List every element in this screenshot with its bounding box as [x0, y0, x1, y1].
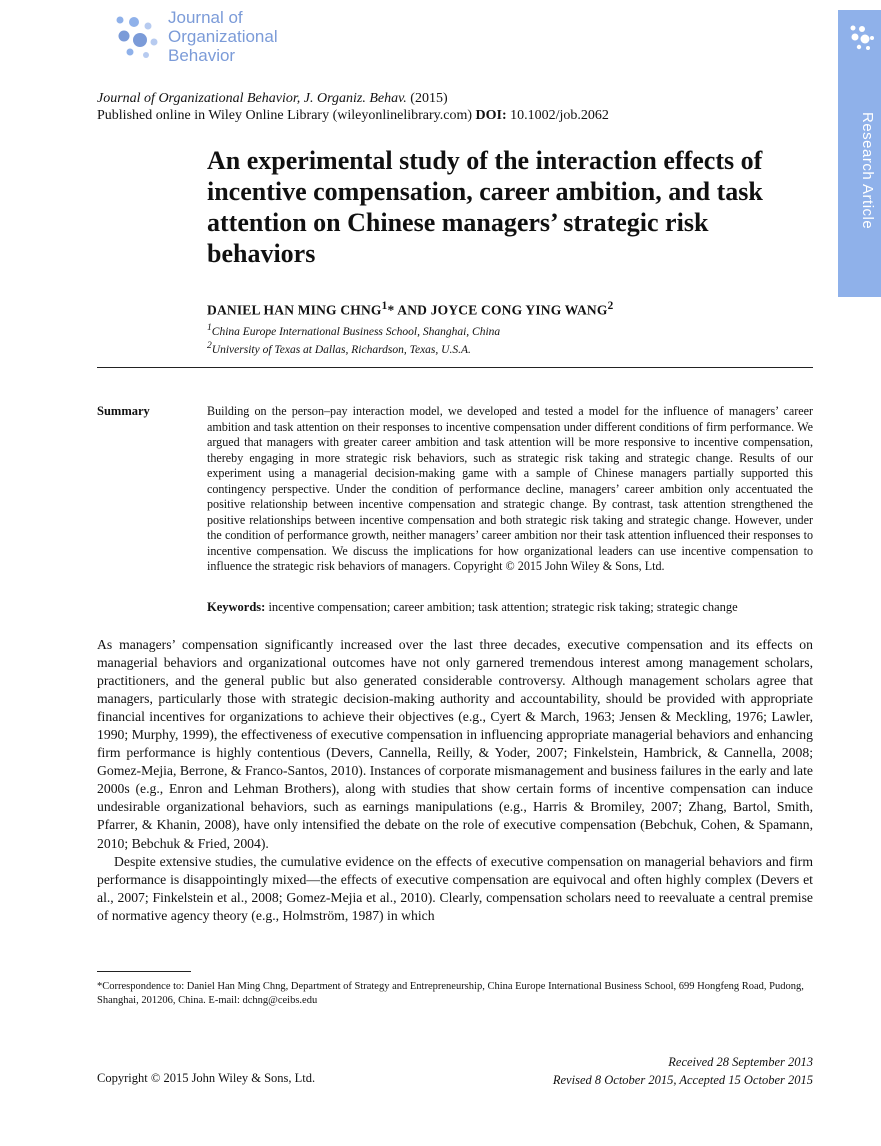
author-1: DANIEL HAN MING CHNG: [207, 302, 382, 318]
received-date: Received 28 September 2013: [668, 1055, 813, 1069]
affiliation-2-sup: 2: [207, 339, 212, 351]
logo-line-2: Organizational: [168, 27, 278, 46]
body-paragraph-1: As managers’ compensation significantly increased over the last three decades, executive compensation and its effects on managerial behaviors and organizational outcomes have not only garnered tremendous interest among management scholars, practitioners, and the general public but also generated considerable controversy. Although management scholars agree that managers, particularly those with strategic decision-making authority and accountability, should be provided with appropriate financial incentives for organizations to achieve their objectives (e.g., Cyert & March, 1963; Jensen & Meckling, 1976; Lawler, 1990; Murphy, 1999), the effectiveness of executive compensation in influencing appropriate managerial behaviors and enhancing firm performance is highly contentious (Devers, Cannella, Reilly, & Yoder, 2007; Finkelstein, Hambrick, & Cannella, 2008; Gomez-Mejia, Berrone, & Franco-Santos, 2010). Instances of corporate mismanagement and business failures in the early and late 2000s (e.g., Enron and Lehman Brothers), along with studies that show certain forms of incentive compensation can induce undesirable organizational behaviors, such as earnings manipulations (e.g., Harris & Bromiley, 2007; Zhang, Bartol, Smith, Pfarrer, & Khanin, 2008), have only intensified the debate on the role of executive compensation (Bebchuk, Cohen, & Spamann, 2010; Bebchuk & Fried, 2004).: [97, 637, 813, 851]
journal-year: (2015): [410, 91, 448, 106]
header-divider: [97, 367, 813, 368]
body-paragraph-2: Despite extensive studies, the cumulative evidence on the effects of executive compensation on managerial behaviors and firm performance is disappointingly mixed—the effects of executive compensation are equivocal and often highly complex (Devers et al., 2007; Finkelstein et al., 2008; Gomez-Mejia et al., 2010). Clearly, compensation scholars need to reevaluate a central premise of normative agency theory (e.g., Holmström, 1987) in which: [97, 853, 813, 923]
keywords: [207, 600, 813, 615]
article-type-label: Research Article: [859, 112, 876, 230]
affiliation-1-text: China Europe International Business School, Shanghai, China: [211, 325, 501, 338]
journal-name: Journal of Organizational Behavior, J. Organiz. Behav.: [97, 91, 407, 106]
author-2-affiliation: 2: [607, 300, 614, 312]
logo-line-3: Behavior: [168, 46, 236, 65]
keywords-list: incentive compensation; career ambition; task attention; strategic risk taking; strategic change: [268, 600, 738, 614]
author-1-affiliation: 1: [381, 300, 388, 312]
journal-logo-icon: [112, 12, 162, 60]
author-2: JOYCE CONG YING WANG: [430, 302, 608, 318]
published-online: Published online in Wiley Online Library (wileyonlinelibrary.com): [97, 108, 473, 123]
affiliation-1: [207, 321, 500, 339]
affiliation-1-sup: 1: [207, 322, 212, 333]
footnote-divider: [97, 971, 191, 972]
revised-accepted-date: Revised 8 October 2015, Accepted 15 October 2015: [552, 1073, 813, 1087]
correspondence-footnote: *Correspondence to: Daniel Han Ming Chng, Department of Strategy and Entrepreneurship, China Europe International Business School, 699 Hongfeng Road, Pudong, Shanghai, 201206, China. E-mail: dchng@ceibs.edu: [97, 981, 804, 1006]
author-list: [207, 300, 613, 319]
keywords-label: Keywords:: [207, 600, 266, 614]
summary-heading: Summary: [97, 404, 150, 418]
author-connector: AND: [394, 302, 431, 318]
copyright: Copyright © 2015 John Wiley & Sons, Ltd.: [97, 1071, 316, 1085]
affiliation-2-text: University of Texas at Dallas, Richardson, Texas, U.S.A.: [211, 343, 471, 356]
corresponding-mark: *: [387, 302, 395, 318]
doi-label: DOI:: [475, 108, 507, 123]
summary-text: Building on the person–pay interaction model, we developed and tested a model for the influence of managers’ career ambition and task attention on their responses to incentive compensation under different conditions of firm performance. We argued that managers with greater career ambition and task attention will be more responsive to incentive compensation, thereby engaging in more strategic risk behaviors, such as strategic risk taking and strategic change. Results of our experiment using a managerial decision-making game with a sample of Chinese managers partially supported this contingency perspective. Under the condition of performance decline, managers’ career ambition only accentuated the positive relationship between incentive compensation and strategic change. By contrast, task attention strengthened the positive relationships between incentive compensation and both strategic risk taking and strategic change. However, under the condition of performance growth, neither managers’ career ambition nor their task attention influenced their responses to incentive compensation. We discuss the implications for how organizational leaders can use incentive compensation to influence the strategic risk behaviors of managers. Copyright © 2015 John Wiley & Sons, Ltd.: [207, 404, 813, 574]
logo-line-1: Journal of: [168, 8, 243, 27]
article-dates: [553, 1053, 813, 1089]
article-title: An experimental study of the interaction effects of incentive compensation, career ambition, and task attention on Chinese managers’ strategic risk behaviors: [207, 146, 763, 268]
doi-value: 10.1002/job.2062: [510, 108, 609, 123]
journal-logo-text: [168, 8, 278, 65]
journal-badge-icon: [845, 22, 875, 52]
body-text: [97, 636, 813, 925]
affiliation-2: [207, 339, 500, 357]
journal-info: [97, 90, 609, 124]
affiliations: [207, 321, 500, 357]
